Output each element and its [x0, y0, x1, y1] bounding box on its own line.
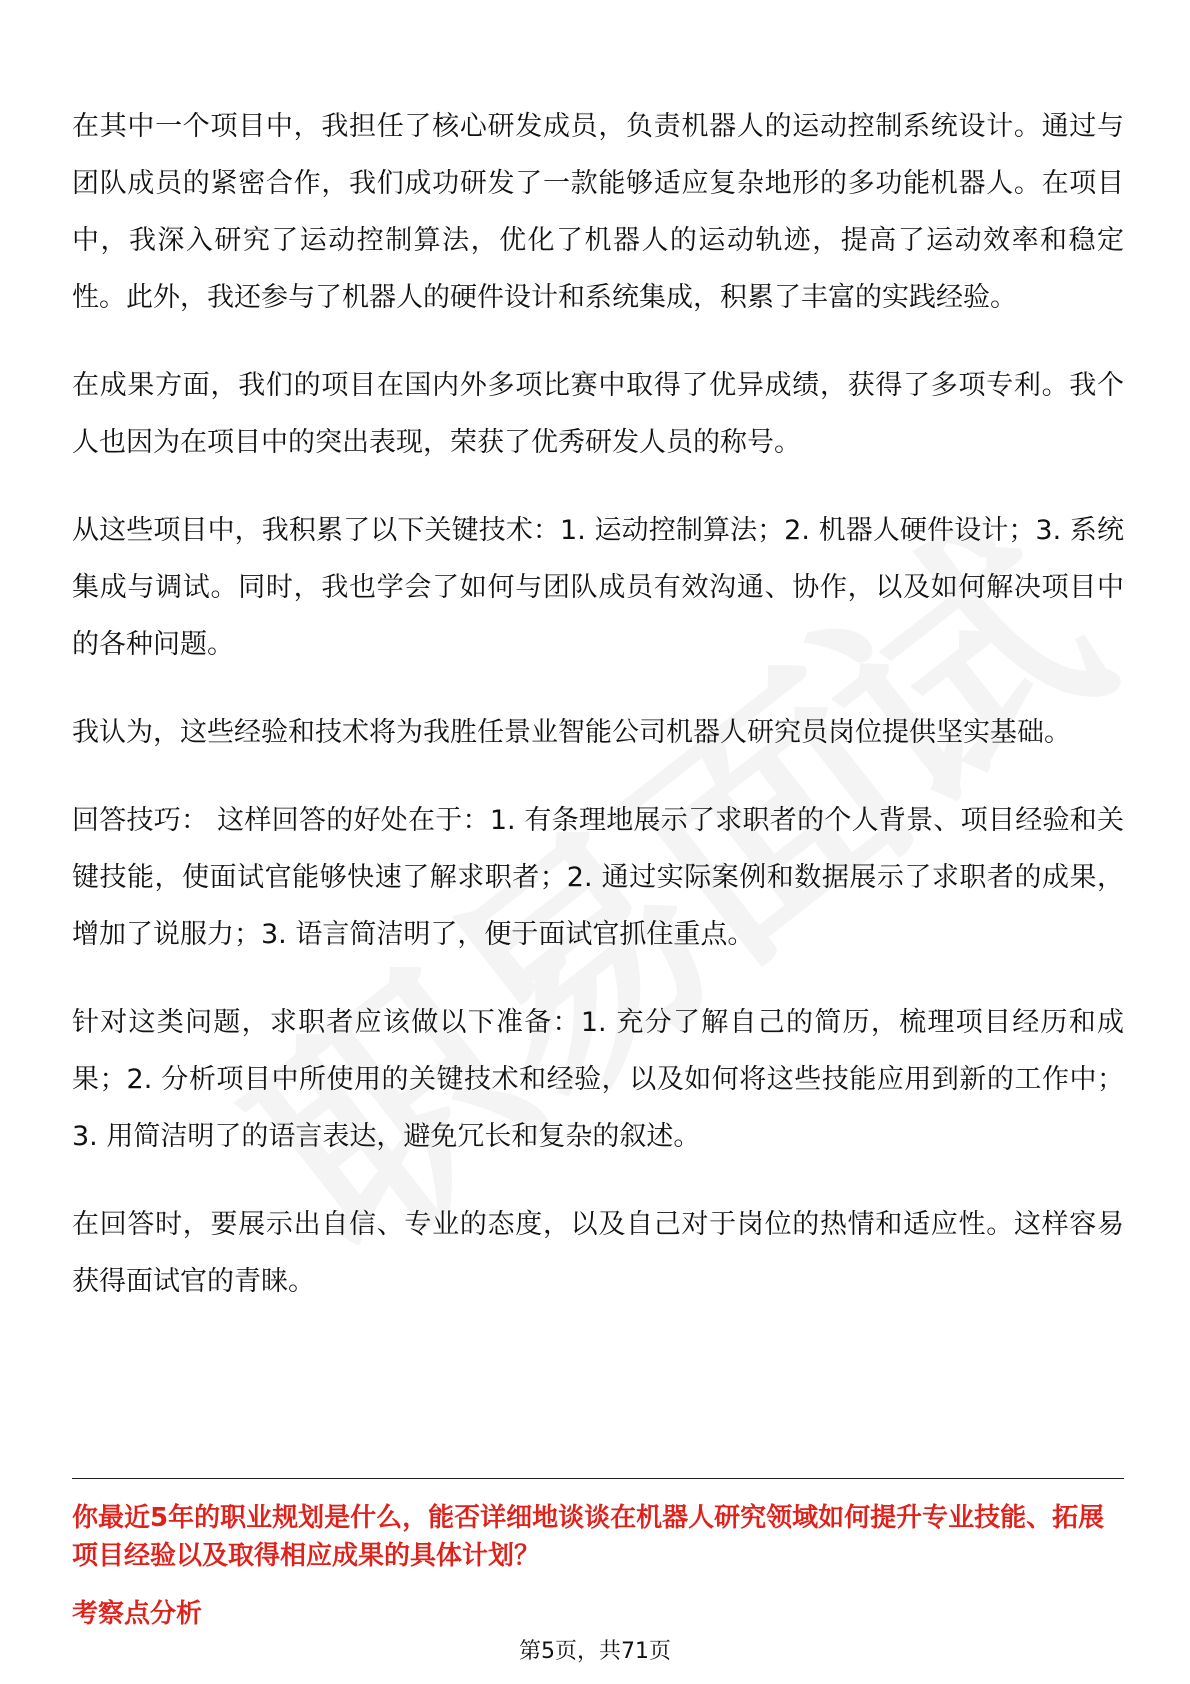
paragraph-conclusion: 我认为，这些经验和技术将为我胜任景业智能公司机器人研究员岗位提供坚实基础。: [72, 717, 1071, 748]
paragraph-preparation: 针对这类问题，求职者应该做以下准备：1. 充分了解自己的简历，梳理项目经历和成果；2. 分析项目中所使用的关键技术和经验，以及如何将这些技能应用到新的工作中；3. 用简洁明了的语言表达，避免冗长和复杂的叙述。: [72, 1007, 1124, 1152]
paragraph-project: 在其中一个项目中，我担任了核心研发成员，负责机器人的运动控制系统设计。通过与团队成员的紧密合作，我们成功研发了一款能够适应复杂地形的多功能机器人。在项目中，我深入研究了运动控制算法，优化了机器人的运动轨迹，提高了运动效率和稳定性。此外，我还参与了机器人的硬件设计和系统集成，积累了丰富的实践经验。: [72, 111, 1124, 313]
section-title: 考察点分析: [72, 1599, 203, 1629]
document-body: [72, 98, 1124, 1341]
interview-question: 你最近5年的职业规划是什么，能否详细地谈谈在机器人研究领域如何提升专业技能、拓展项目经验以及取得相应成果的具体计划？: [72, 1503, 1105, 1571]
paragraph-answer-tips: 回答技巧： 这样回答的好处在于：1. 有条理地展示了求职者的个人背景、项目经验和关键技能，使面试官能够快速了解求职者；2. 通过实际案例和数据展示了求职者的成果，增加了说服力；3. 语言简洁明了，便于面试官抓住重点。: [72, 805, 1124, 950]
page-number: 第5页，共71页: [519, 1639, 671, 1664]
section-divider: [72, 1478, 1124, 1479]
paragraph-achievements: 在成果方面，我们的项目在国内外多项比赛中取得了优异成绩，获得了多项专利。我个人也因为在项目中的突出表现，荣获了优秀研发人员的称号。: [72, 370, 1124, 458]
paragraph-attitude: 在回答时，要展示出自信、专业的态度，以及自己对于岗位的热情和适应性。这样容易获得面试官的青睐。: [72, 1209, 1124, 1297]
paragraph-key-skills: 从这些项目中，我积累了以下关键技术：1. 运动控制算法；2. 机器人硬件设计；3. 系统集成与调试。同时，我也学会了如何与团队成员有效沟通、协作，以及如何解决项目中的各种问题。: [72, 515, 1124, 660]
